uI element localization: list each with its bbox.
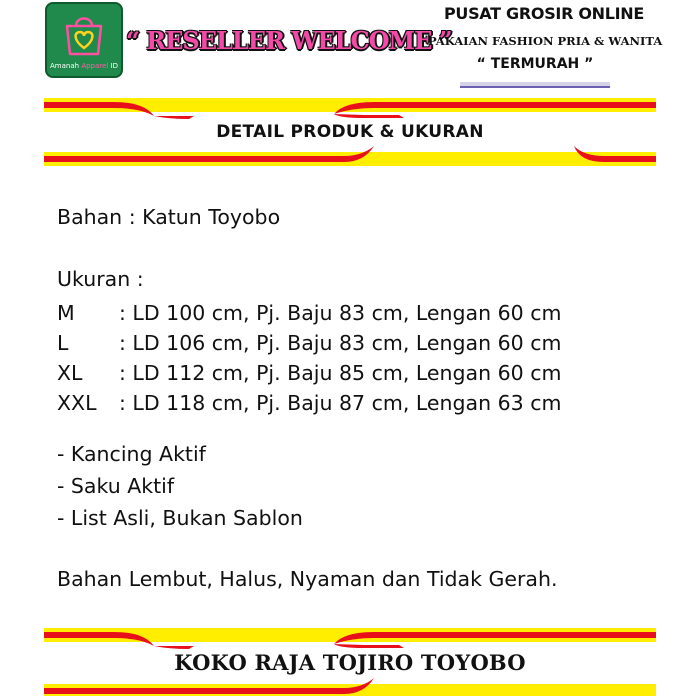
product-name-banner	[44, 628, 656, 696]
size-row-xxl	[57, 390, 561, 416]
size-row-m	[57, 300, 561, 326]
store-tagline: “ TERMURAH ”	[476, 56, 594, 72]
tagline-underline	[460, 82, 610, 88]
logo-text: Amanah Apparel ID	[50, 62, 118, 70]
sizes-heading: Ukuran :	[57, 267, 144, 291]
size-code: XL	[57, 361, 83, 385]
size-code: L	[57, 331, 69, 355]
store-title: PUSAT GROSIR ONLINE	[443, 4, 645, 23]
material-line: Bahan : Katun Toyobo	[57, 205, 281, 229]
reseller-welcome-text: “ RESELLER WELCOME ”	[126, 26, 452, 55]
size-code: M	[57, 301, 75, 325]
section-banner-detail	[44, 98, 656, 166]
size-detail: : LD 100 cm, Pj. Baju 83 cm, Lengan 60 cm	[119, 301, 562, 325]
feature-item: - List Asli, Bukan Sablon	[57, 506, 303, 530]
brand-logo	[45, 2, 123, 78]
closing-statement: Bahan Lembut, Halus, Nyaman dan Tidak Gerah.	[57, 567, 558, 591]
store-subtitle: PAKAIAN FASHION PRIA & WANITA	[428, 34, 663, 48]
size-row-l	[57, 330, 561, 356]
size-detail: : LD 106 cm, Pj. Baju 83 cm, Lengan 60 cm	[119, 331, 562, 355]
banner-title: DETAIL PRODUK & UKURAN	[216, 122, 484, 142]
feature-item: - Saku Aktif	[57, 474, 175, 498]
size-row-xl	[57, 360, 561, 386]
size-detail: : LD 118 cm, Pj. Baju 87 cm, Lengan 63 cm	[119, 391, 562, 415]
shopping-bag-heart-icon	[59, 12, 109, 58]
size-detail: : LD 112 cm, Pj. Baju 85 cm, Lengan 60 cm	[119, 361, 562, 385]
product-name: KOKO RAJA TOJIRO TOYOBO	[174, 650, 526, 675]
feature-item: - Kancing Aktif	[57, 442, 206, 466]
size-code: XXL	[57, 391, 97, 415]
